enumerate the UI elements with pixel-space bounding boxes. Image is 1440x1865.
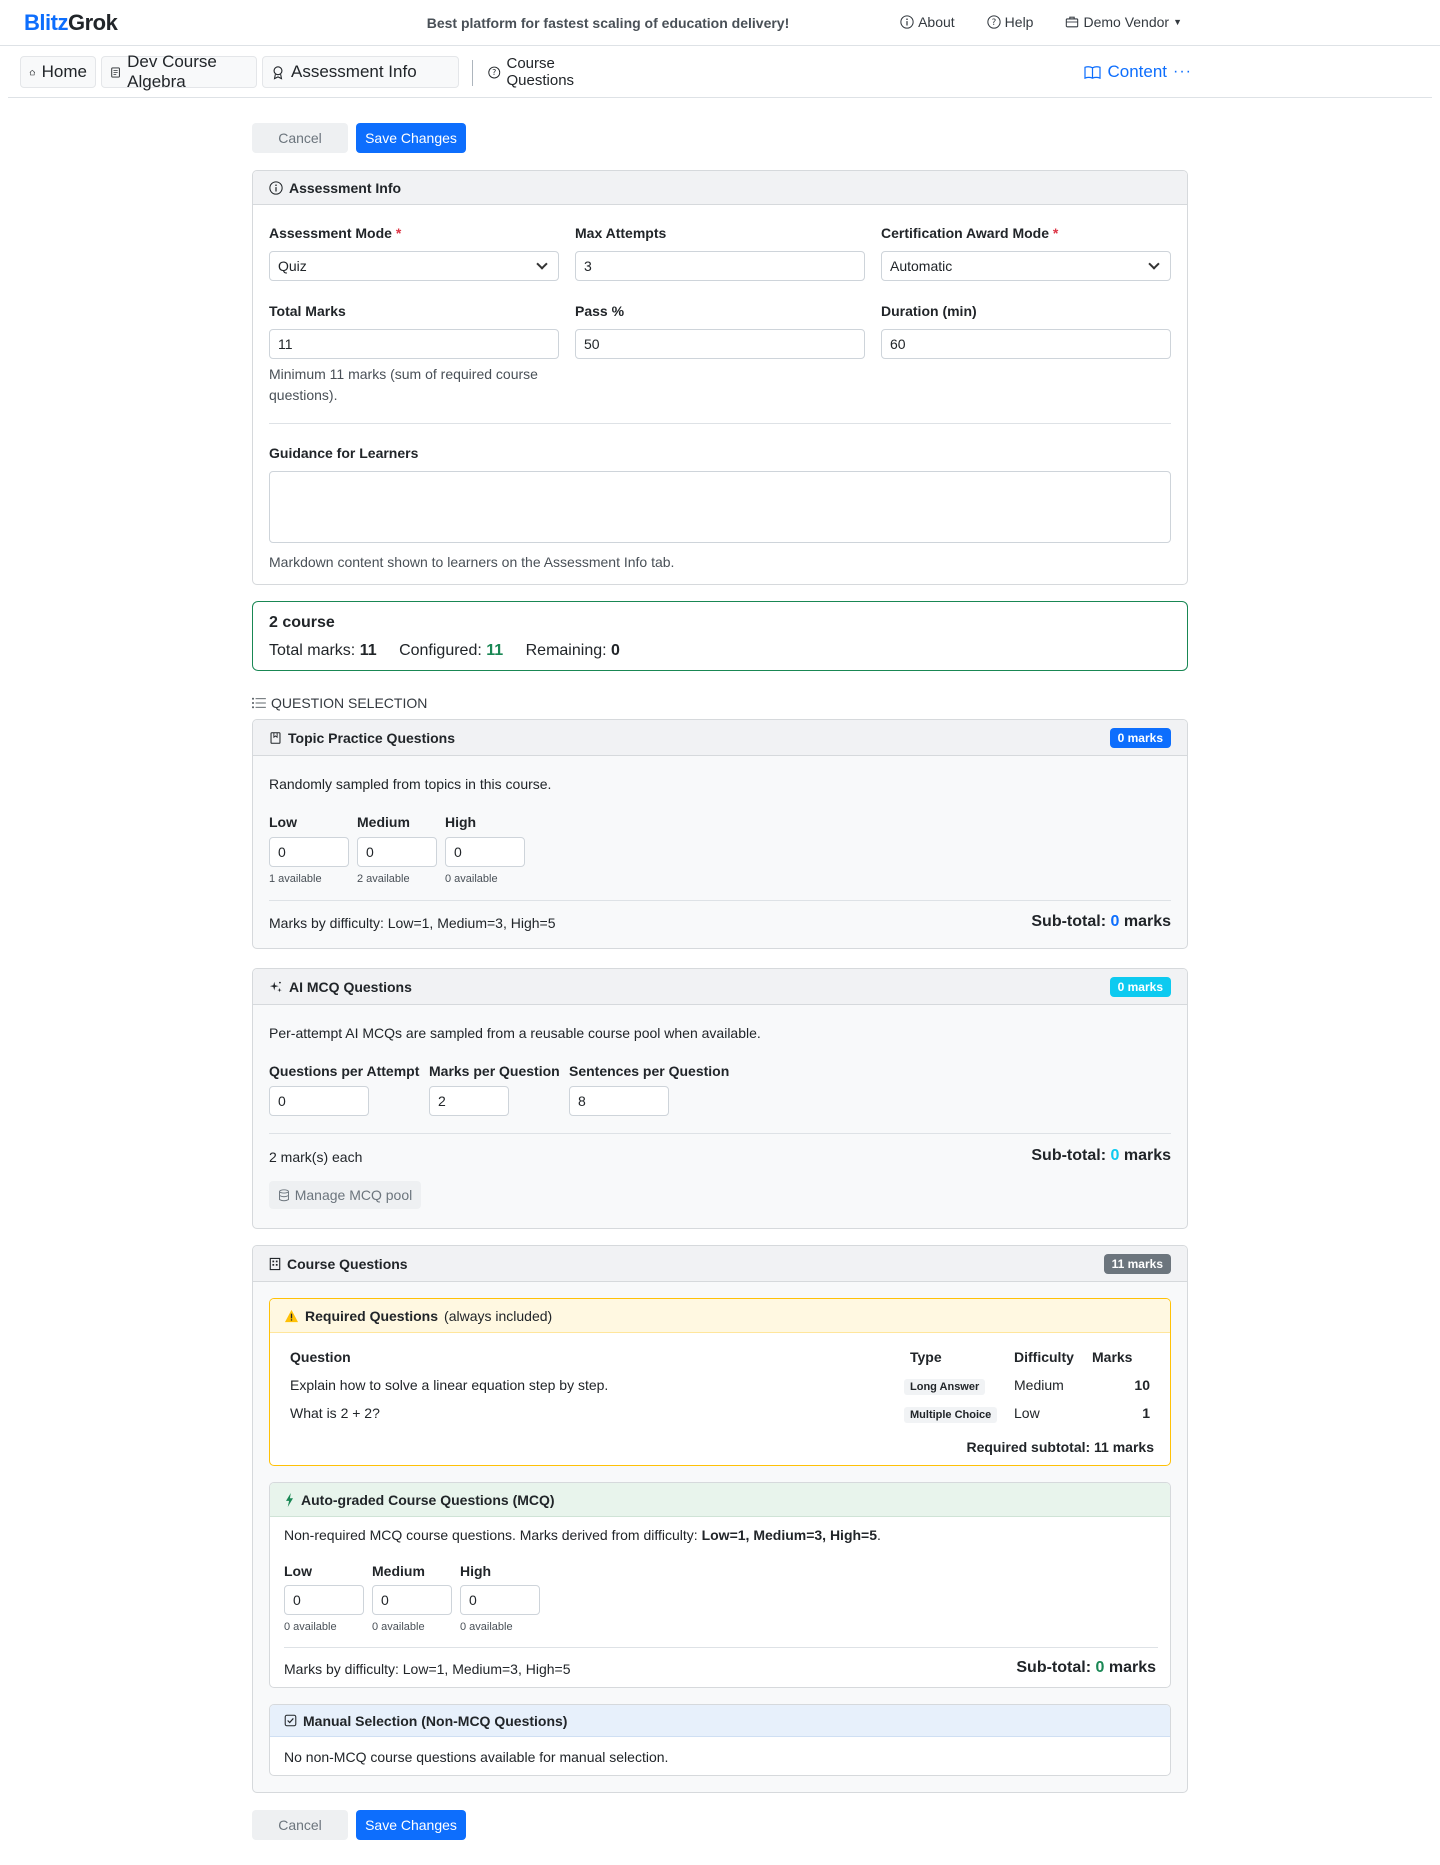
auto-medium-label: Medium [372,1563,425,1579]
pass-percent-label: Pass % [575,303,625,319]
auto-graded-header: Auto-graded Course Questions (MCQ) [270,1483,1170,1517]
breadcrumb-course-questions[interactable]: ? Course Questions [480,56,630,88]
breadcrumb-course[interactable]: Dev Course Algebra [101,56,257,88]
auto-low-input[interactable]: 0 [284,1585,364,1615]
required-questions-panel [269,1298,1171,1466]
chevron-down-icon [1148,258,1159,269]
check-square-icon [284,1714,297,1727]
questions-per-attempt-input[interactable]: 0 [269,1086,369,1116]
topic-low-available: 1 available [269,873,322,885]
auto-medium-input[interactable]: 0 [372,1585,452,1615]
manual-selection-header: Manual Selection (Non-MCQ Questions) [270,1705,1170,1737]
auto-high-label: High [460,1563,492,1579]
marks-per-question-input[interactable]: 2 [429,1086,509,1116]
required-question-text: What is 2 + 2? [290,1405,380,1421]
required-question-text: Explain how to solve a linear equation step by step. [290,1377,609,1393]
sentences-per-question-label: Sentences per Question [569,1063,730,1079]
ai-mcq-description: Per-attempt AI MCQs are sampled from a reusable course pool when available. [269,1025,761,1041]
database-icon [278,1189,290,1202]
column-marks: Marks [1092,1349,1133,1365]
summary-title: 2 course [269,614,335,631]
brand-logo[interactable]: BlitzGrok [24,10,118,35]
certification-mode-label: Certification Award Mode * [881,225,1059,241]
guidance-help: Markdown content shown to learners on the Assessment Info tab. [269,554,675,570]
auto-low-available: 0 available [284,1621,337,1633]
divider [269,1133,1171,1134]
assessment-info-header: Assessment Info [253,171,1187,205]
top-bar [0,0,1440,46]
column-type: Type [910,1349,942,1365]
ai-mcq-subtotal: Sub-total: 0 marks [1031,1147,1171,1164]
question-marks: 10 [1134,1377,1150,1393]
course-questions-header: Course Questions 11 marks [253,1246,1187,1282]
ai-mcq-marks-each: 2 mark(s) each [269,1149,363,1165]
breadcrumb-divider [472,60,473,86]
svg-text:?: ? [991,18,996,29]
total-marks-input[interactable]: 11 [269,329,559,359]
summary-line: Total marks: 11 Configured: 11 Remaining: 0 [269,642,620,659]
course-questions-marks-badge: 11 marks [1104,1254,1171,1274]
ai-mcq-card [252,968,1188,1229]
required-subtotal: Required subtotal: 11 marks [966,1439,1154,1455]
vendor-dropdown[interactable]: Demo Vendor ▼ [1065,14,1182,30]
content-menu-link[interactable]: Content ··· [1084,62,1192,82]
topic-low-input[interactable]: 0 [269,837,349,867]
topic-medium-label: Medium [357,814,410,830]
topic-marks-by-difficulty: Marks by difficulty: Low=1, Medium=3, High=5 [269,915,556,931]
divider [284,1647,1158,1648]
topic-subtotal: Sub-total: 0 marks [1031,913,1171,930]
total-marks-label: Total Marks [269,303,346,319]
topic-practice-marks-badge: 0 marks [1110,728,1171,748]
help-link[interactable]: ? Help [987,14,1034,30]
award-icon [271,65,285,80]
auto-subtotal: Sub-total: 0 marks [1016,1659,1156,1676]
topic-high-label: High [445,814,477,830]
topic-medium-available: 2 available [357,873,410,885]
auto-marks-by-difficulty: Marks by difficulty: Low=1, Medium=3, High=5 [284,1661,571,1677]
ai-mcq-marks-badge: 0 marks [1110,977,1171,997]
question-circle-icon [987,15,1001,29]
manual-selection-panel [269,1704,1171,1776]
manual-selection-message: No non-MCQ course questions available for manual selection. [284,1749,669,1765]
auto-graded-description: Non-required MCQ course questions. Marks derived from difficulty: Low=1, Medium=3, High=5. [284,1527,881,1543]
save-changes-button[interactable]: Save Changes [356,123,466,153]
book-icon [1084,65,1101,80]
pass-percent-input[interactable]: 50 [575,329,865,359]
cancel-button[interactable]: Cancel [252,123,348,153]
topic-high-input[interactable]: 0 [445,837,525,867]
briefcase-icon [1065,15,1079,29]
auto-graded-panel [269,1482,1171,1688]
caret-down-icon: ▼ [1173,17,1182,27]
svg-text:?: ? [492,67,497,77]
auto-high-input[interactable]: 0 [460,1585,540,1615]
warning-triangle-icon [284,1309,299,1323]
sparkles-icon [269,980,283,994]
topic-practice-description: Randomly sampled from topics in this course. [269,776,552,792]
auto-high-available: 0 available [460,1621,513,1633]
tagline: Best platform for fastest scaling of education delivery! [426,15,790,31]
list-icon [252,697,266,709]
question-type-badge: Multiple Choice [904,1407,997,1423]
save-changes-button-bottom[interactable]: Save Changes [356,1810,466,1840]
ai-mcq-header: AI MCQ Questions 0 marks [253,969,1187,1005]
question-selection-heading: QUESTION SELECTION [252,695,427,711]
total-marks-help: Minimum 11 marks (sum of required course questions). [269,366,538,403]
assessment-mode-label: Assessment Mode * [269,225,402,241]
journal-icon [110,65,121,80]
breadcrumb-assessment[interactable]: Assessment Info [262,56,459,88]
chevron-down-icon [536,258,547,269]
about-link[interactable]: About [900,14,955,30]
breadcrumb-home[interactable]: Home [20,56,96,88]
marks-per-question-label: Marks per Question [429,1063,560,1079]
guidance-textarea[interactable] [269,471,1171,543]
question-difficulty: Medium [1014,1377,1064,1393]
journal-bookmark-icon [269,731,282,745]
question-type-badge: Long Answer [904,1379,985,1395]
info-icon [900,15,914,29]
auto-medium-available: 0 available [372,1621,425,1633]
question-circle-icon [488,66,501,79]
column-question: Question [290,1349,351,1365]
sentences-per-question-input[interactable]: 8 [569,1086,669,1116]
question-marks: 1 [1142,1405,1150,1421]
max-attempts-label: Max Attempts [575,225,667,241]
lightning-icon [284,1493,295,1507]
duration-input[interactable]: 60 [881,329,1171,359]
topic-high-available: 0 available [445,873,498,885]
topic-practice-header: Topic Practice Questions 0 marks [253,720,1187,756]
max-attempts-input[interactable]: 3 [575,251,865,281]
breadcrumb [8,46,1432,98]
required-questions-header: Required Questions (always included) [270,1299,1170,1333]
marks-summary-card [252,601,1188,671]
cancel-button-bottom[interactable]: Cancel [252,1810,348,1840]
building-icon [269,1257,281,1271]
assessment-mode-select[interactable]: Quiz [269,251,559,281]
divider [269,423,1171,424]
topic-low-label: Low [269,814,297,830]
certification-mode-select[interactable]: Automatic [881,251,1171,281]
column-difficulty: Difficulty [1014,1349,1074,1365]
question-difficulty: Low [1014,1405,1040,1421]
more-dots-icon: ··· [1173,63,1192,80]
questions-per-attempt-label: Questions per Attempt [269,1063,420,1079]
auto-low-label: Low [284,1563,312,1579]
topic-practice-card [252,719,1188,949]
manage-mcq-pool-button[interactable]: Manage MCQ pool [269,1181,421,1209]
guidance-label: Guidance for Learners [269,445,419,461]
topic-medium-input[interactable]: 0 [357,837,437,867]
assessment-info-card [252,170,1188,585]
divider [269,900,1171,901]
house-icon [29,65,36,80]
duration-label: Duration (min) [881,303,977,319]
info-icon [269,181,283,195]
course-questions-card [252,1245,1188,1793]
